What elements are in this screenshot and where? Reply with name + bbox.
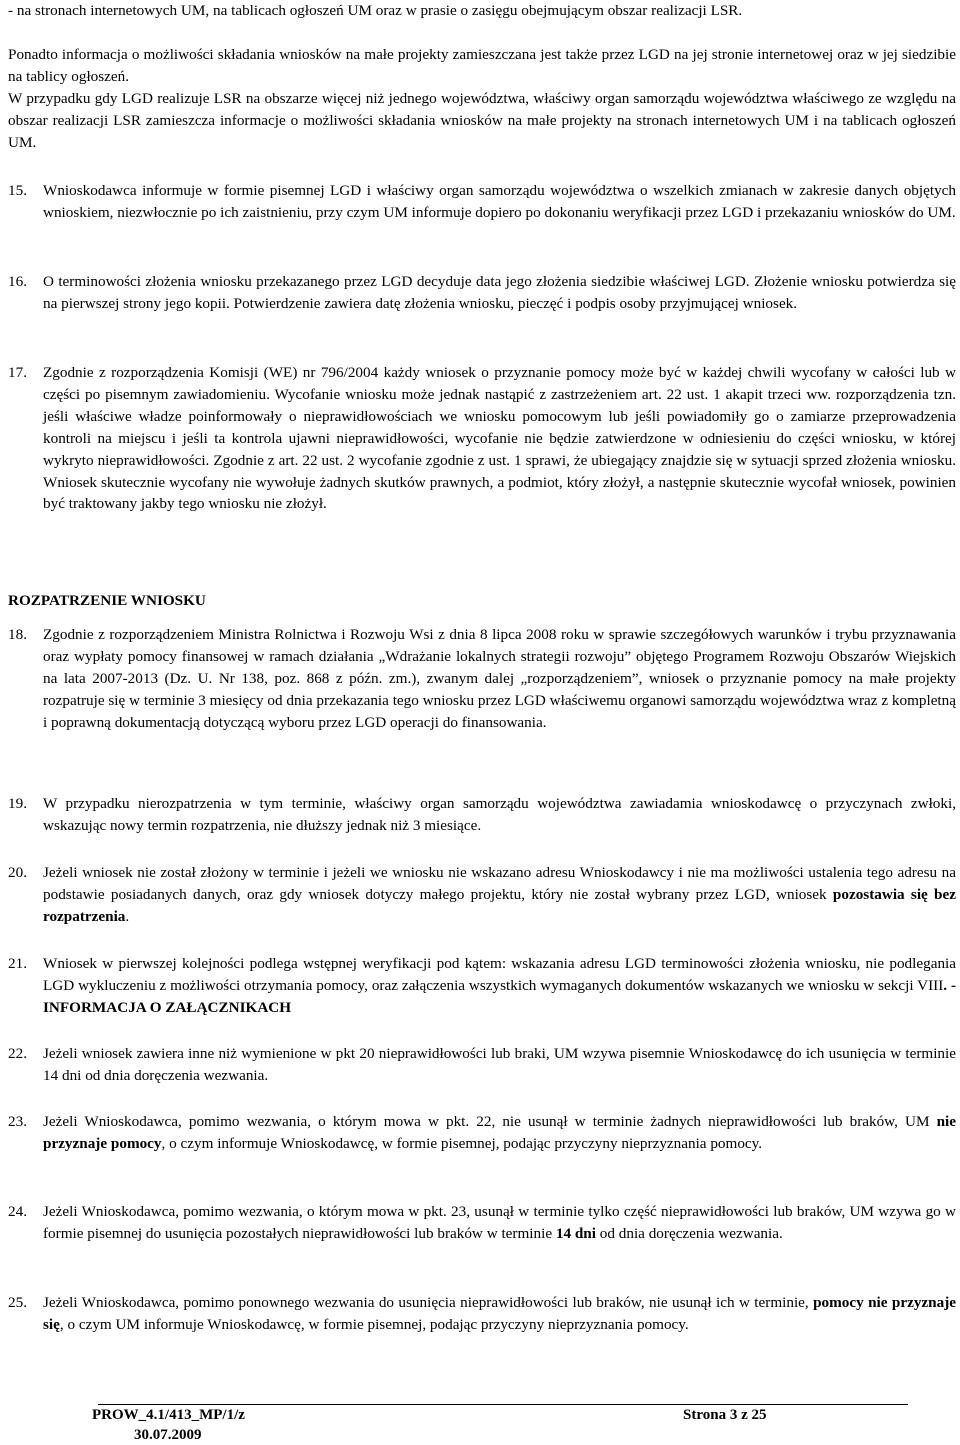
footer-date: 30.07.2009 <box>134 1427 202 1443</box>
item-number: 24. <box>8 1203 27 1220</box>
item-number: 15. <box>8 182 27 199</box>
emphasis: . - INFORMACJA O ZAŁĄCZNIKACH <box>43 976 957 1016</box>
emphasis: pomocy nie przyznaje się <box>43 1294 956 1333</box>
list-item-19 <box>8 793 956 837</box>
item-text: Jeżeli wniosek nie został złożony w terminie i jeżeli we wniosku nie wskazano adresu Wnioskodawcy i nie ma możliwości ustalenia tego adresu na podstawie posiadanych danych, oraz gdy wniosek dotyczy małego projektu, który nie został wybrany przez LGD, wniosek pozostawia się bez rozpatrzenia. <box>43 864 956 925</box>
item-number: 16. <box>8 273 27 290</box>
item-text: O terminowości złożenia wniosku przekazanego przez LGD decyduje data jego złożenia siedzibie właściwej LGD. Złożenie wniosku potwierdza się na pierwszej strony jego kopii. Potwierdzenie zawiera datę złożenia wniosku, pieczęć i podpis osoby przyjmującej wniosek. <box>43 273 956 312</box>
item-number: 21. <box>8 955 27 972</box>
intro-paragraph-voivodeship: W przypadku gdy LGD realizuje LSR na obszarze więcej niż jednego województwa, właściwy organ samorządu województwa właściwego ze względu na obszar realizacji LSR zamieszcza informacje o możliwości składania wniosków na małe projekty na stronach internetowych UM i na tablicach ogłoszeń UM. <box>8 90 956 151</box>
list-item-17 <box>8 362 956 515</box>
item-text: Jeżeli Wnioskodawca, pomimo ponownego wezwania do usunięcia nieprawidłowości lub braków, nie usunął ich w terminie, pomocy nie przyznaje się, o czym UM informuje Wnioskodawcę, w formie pisemnej, podając przyczyny nieprzyznania pomocy. <box>43 1294 956 1333</box>
list-item-15 <box>8 180 956 224</box>
item-number: 20. <box>8 864 27 881</box>
list-item-22 <box>8 1043 956 1087</box>
item-number: 19. <box>8 795 27 812</box>
item-text: W przypadku nierozpatrzenia w tym terminie, właściwy organ samorządu województwa zawiadamia wnioskodawcę o przyczynach zwłoki, wskazując nowy termin rozpatrzenia, nie dłuższy jednak niż 3 miesiące. <box>43 795 956 834</box>
intro-line: - na stronach internetowych UM, na tablicach ogłoszeń UM oraz w prasie o zasięgu obejmującym obszar realizacji LSR. <box>8 2 743 19</box>
emphasis: pozostawia się bez rozpatrzenia <box>43 885 956 925</box>
item-number: 18. <box>8 626 27 643</box>
footer-doc-code: PROW_4.1/413_MP/1/z <box>92 1407 245 1423</box>
item-number: 22. <box>8 1045 27 1062</box>
list-item-24 <box>8 1201 956 1245</box>
list-item-20 <box>8 862 956 928</box>
footer-page-number: Strona 3 z 25 <box>683 1407 767 1423</box>
emphasis: 14 dni <box>555 1224 596 1242</box>
list-item-16 <box>8 271 956 315</box>
item-number: 17. <box>8 364 27 381</box>
intro-paragraph-lgd: Ponadto informacja o możliwości składania wniosków na małe projekty zamieszczana jest także przez LGD na jej stronie internetowej oraz w jej siedzibie na tablicy ogłoszeń. <box>8 46 956 85</box>
list-item-25 <box>8 1292 956 1336</box>
item-text: Wnioskodawca informuje w formie pisemnej LGD i właściwy organ samorządu województwa o wszelkich zmianach w zakresie danych objętych wnioskiem, niezwłocznie po ich zaistnieniu, przy czym UM informuje dopiero po dokonaniu weryfikacji przez LGD i przekazaniu wniosków do UM. <box>43 182 956 221</box>
section-heading: ROZPATRZENIE WNIOSKU <box>8 592 206 609</box>
list-item-18 <box>8 624 956 734</box>
item-text: Jeżeli Wnioskodawca, pomimo wezwania, o którym mowa w pkt. 23, usunął w terminie tylko część nieprawidłowości lub braków, UM wzywa go w formie pisemnej do usunięcia pozostałych nieprawidłowości lub braków w terminie 14 dni od dnia doręczenia wezwania. <box>43 1203 956 1242</box>
item-text: Zgodnie z rozporządzenia Komisji (WE) nr 796/2004 każdy wniosek o przyznanie pomocy może być w każdej chwili wycofany w całości lub w części po pisemnym zawiadomieniu. Wycofanie wniosku może jednak nastąpić z zastrzeżeniem art. 22 ust. 1 akapit trzeci ww. rozporządzenia tzn. jeśli właściwe władze poinformowały o nieprawidłowościach we wniosku pomocowym lub jeśli powiadomiły go o zamiarze przeprowadzenia kontroli na miejscu i jeśli ta kontrola ujawni nieprawidłowości, wycofanie nie będzie zatwierdzone w odniesieniu do części wniosku, w której wykryto nieprawidłowości. Zgodnie z art. 22 ust. 2 wycofanie zgodnie z ust. 1 sprawi, że ubiegający znajdzie się w sytuacji sprzed złożenia wniosku. Wniosek skutecznie wycofany nie wywołuje żadnych skutków prawnych, a podmiot, który złożył, a następnie skutecznie wycofał wniosek, powinien być traktowany jakby tego wniosku nie złożył. <box>43 364 956 513</box>
item-text: Jeżeli Wnioskodawca, pomimo wezwania, o którym mowa w pkt. 22, nie usunął w terminie żadnych nieprawidłowości lub braków, UM nie przyznaje pomocy, o czym informuje Wnioskodawcę, w formie pisemnej, podając przyczyny nieprzyznania pomocy. <box>43 1113 956 1152</box>
item-text: Zgodnie z rozporządzeniem Ministra Rolnictwa i Rozwoju Wsi z dnia 8 lipca 2008 roku w sprawie szczegółowych warunków i trybu przyznawania oraz wypłaty pomocy finansowej w ramach działania „Wdrażanie lokalnych strategii rozwoju” objętego Programem Rozwoju Obszarów Wiejskich na lata 2007-2013 (Dz. U. Nr 138, poz. 868 z późn. zm.), zwanym dalej „rozporządzeniem”, wniosek o przyznanie pomocy na małe projekty rozpatruje się w terminie 3 miesięcy od dnia przekazania tego wniosku przez LGD właściwemu organowi samorządu województwa wraz z kompletną i poprawną dokumentacją dotyczącą wyboru przez LGD operacji do finansowania. <box>43 626 956 731</box>
item-text: Wniosek w pierwszej kolejności podlega wstępnej weryfikacji pod kątem: wskazania adresu LGD terminowości złożenia wniosku, nie podlegania LGD wykluczeniu z możliwości otrzymania pomocy, oraz załączenia wszystkich wymaganych dokumentów wskazanych we wniosku w sekcji VIII. - INFORMACJA O ZAŁĄCZNIKACH <box>43 955 957 1016</box>
item-text: Jeżeli wniosek zawiera inne niż wymienione w pkt 20 nieprawidłowości lub braki, UM wzywa pisemnie Wnioskodawcę do ich usunięcia w terminie 14 dni od dnia doręczenia wezwania. <box>43 1045 956 1084</box>
list-item-21 <box>8 953 956 1019</box>
emphasis: nie przyznaje pomocy <box>43 1113 956 1152</box>
list-item-23 <box>8 1111 956 1155</box>
item-number: 23. <box>8 1113 27 1130</box>
item-number: 25. <box>8 1294 27 1311</box>
